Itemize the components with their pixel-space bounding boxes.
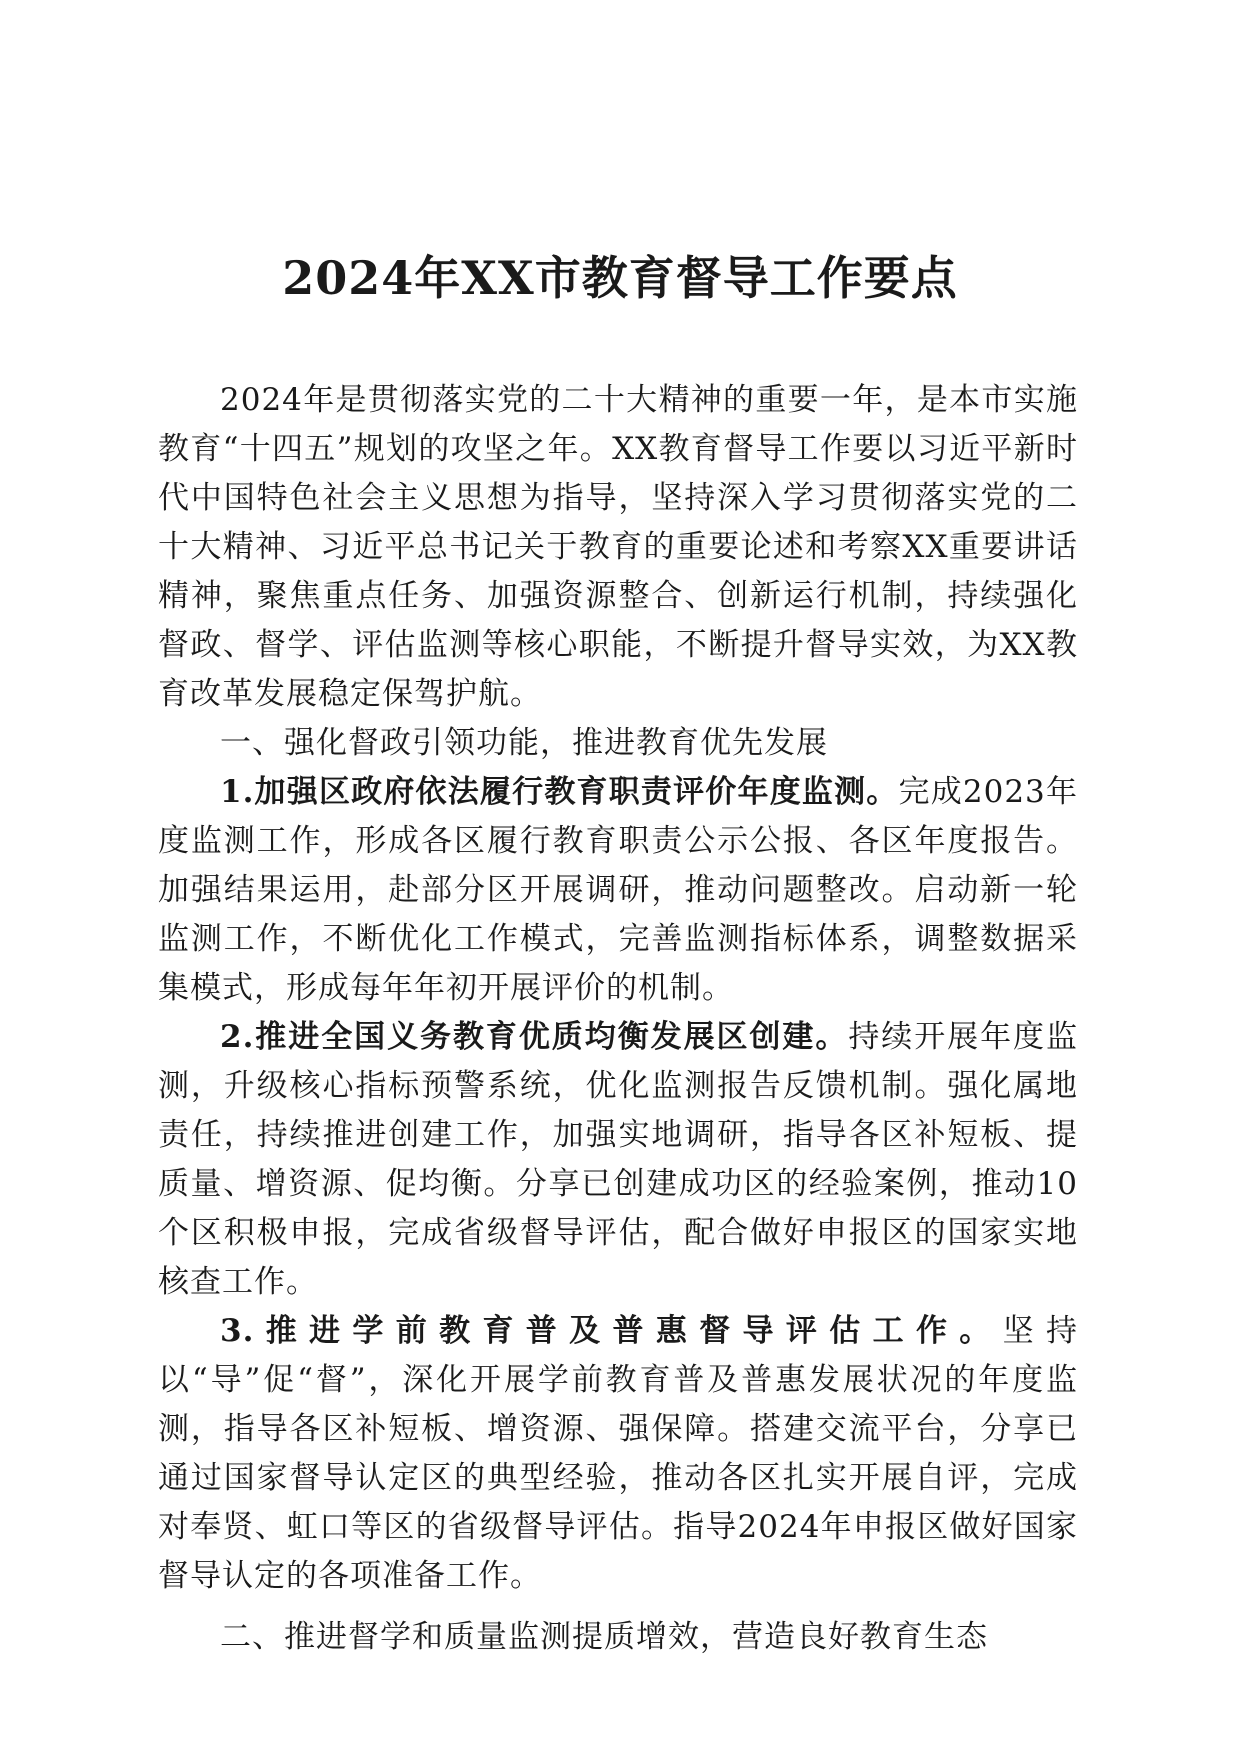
section-1-heading: 一、强化督政引领功能，推进教育优先发展 [220,725,828,761]
document-body [158,376,1078,1662]
section-1-item-2 [158,1013,1078,1307]
section-1-item-3 [158,1307,1078,1601]
section-gap [158,1601,1078,1613]
item-3-text: 坚持以“导”促“督”，深化开展学前教育普及普惠发展状况的年度监测，指导各区补短板、增资源、强保障。搭建交流平台，分享已通过国家督导认定区的典型经验，推动各区扎实开展自评，完成对奉贤、虹口等区的省级督导评估。指导2024年申报区做好国家督导认定的各项准备工作。 [158,1313,1078,1594]
item-2-text: 持续开展年度监测，升级核心指标预警系统，优化监测报告反馈机制。强化属地责任，持续推进创建工作，加强实地调研，指导各区补短板、提质量、增资源、促均衡。分享已创建成功区的经验案例，推动10个区积极申报，完成省级督导评估，配合做好申报区的国家实地核查工作。 [158,1019,1078,1300]
section-2-heading: 二、推进督学和质量监测提质增效，营造良好教育生态 [220,1619,988,1655]
item-1-text: 完成2023年度监测工作，形成各区履行教育职责公示公报、各区年度报告。加强结果运用，赴部分区开展调研，推动问题整改。启动新一轮监测工作，不断优化工作模式，完善监测指标体系，调整数据采集模式，形成每年年初开展评价的机制。 [158,774,1078,1006]
item-2-lead: 2.推进全国义务教育优质均衡发展区创建。 [220,1019,849,1055]
document-title: 2024年XX市教育督导工作要点 [282,251,958,305]
item-3-lead: 3.推进学前教育普及普惠督导评估工作。 [220,1313,1003,1349]
section-1-item-1 [158,768,1078,1013]
item-1-lead: 1.加强区政府依法履行教育职责评价年度监测。 [220,774,899,810]
intro-paragraph: 2024年是贯彻落实党的二十大精神的重要一年，是本市实施教育“十四五”规划的攻坚之年。XX教育督导工作要以习近平新时代中国特色社会主义思想为指导，坚持深入学习贯彻落实党的二十大精神、习近平总书记关于教育的重要论述和考察XX重要讲话精神，聚焦重点任务、加强资源整合、创新运行机制，持续强化督政、督学、评估监测等核心职能，不断提升督导实效，为XX教育改革发展稳定保驾护航。 [158,382,1078,712]
